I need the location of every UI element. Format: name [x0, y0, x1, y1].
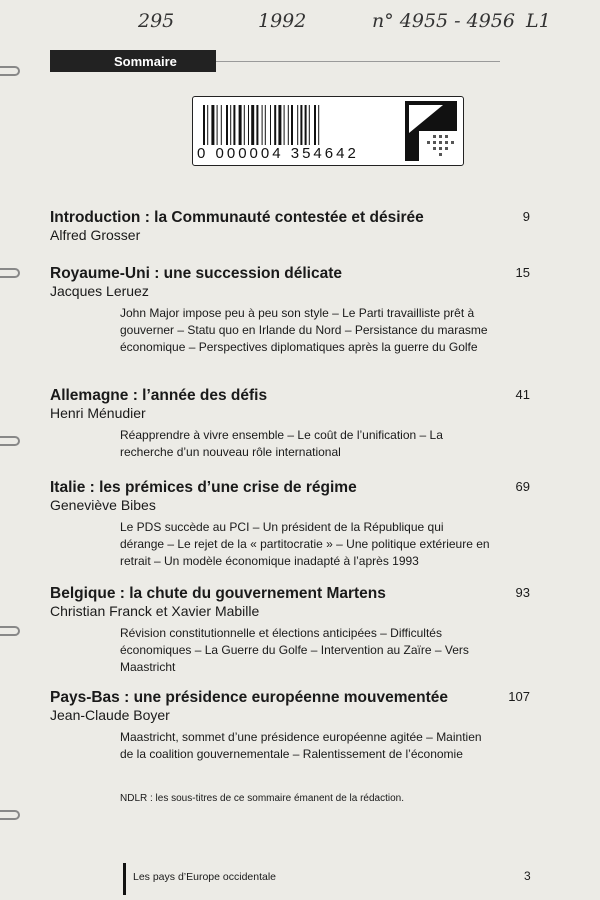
- barcode-bar: [226, 105, 228, 145]
- barcode-bar: [251, 105, 254, 145]
- barcode-bar: [314, 105, 316, 145]
- footer-rule: [123, 863, 126, 895]
- entry-author: Christian Franck et Xavier Mabille: [50, 603, 260, 619]
- binder-ring: [0, 436, 20, 446]
- handwritten-note: 295: [138, 10, 175, 32]
- entry-page-number: 93: [515, 585, 530, 600]
- barcode-bar: [278, 105, 281, 145]
- barcode-bar: [305, 105, 307, 145]
- entry-author: Jean-Claude Boyer: [50, 707, 170, 723]
- binder-ring: [0, 268, 20, 278]
- entry-description: Réapprendre à vivre ensemble – Le coût de l’unification – La recherche d’un nouveau rôle international: [120, 428, 443, 459]
- barcode-bar: [297, 105, 298, 145]
- entry-author: Alfred Grosser: [50, 227, 141, 243]
- barcode-bar: [239, 105, 242, 145]
- entry-author: Jacques Leruez: [50, 283, 149, 299]
- toc-entry: [50, 584, 530, 676]
- publisher-logo-icon: [405, 101, 457, 161]
- entry-description: John Major impose peu à peu son style – Le Parti travailliste prêt à gouverner – Statu quo en Irlande du Nord – Persistance du marasme économique – Perspectives diplomatiques après la guerre du Golfe: [120, 306, 488, 354]
- binder-ring: [0, 810, 20, 820]
- barcode-bar: [270, 105, 271, 145]
- toc-entry: [50, 478, 530, 570]
- barcode-bar: [291, 105, 293, 145]
- toc-entry: [50, 688, 530, 763]
- entry-page-number: 15: [515, 265, 530, 280]
- entry-title: Belgique : la chute du gouvernement Martens: [50, 585, 386, 602]
- entry-author: Henri Ménudier: [50, 405, 146, 421]
- entry-description: Le PDS succède au PCI – Un président de la République qui dérange – Le rejet de la « partitocratie » – Une politique extérieure en retrait – Un modèle économique inadapté à l’après 1993: [120, 520, 490, 568]
- barcode-bar: [207, 105, 208, 145]
- barcode-bar: [203, 105, 205, 145]
- entry-page-number: 107: [508, 689, 530, 704]
- barcode-bar: [233, 105, 235, 145]
- toc-entry: [50, 386, 530, 461]
- entry-title: Allemagne : l’année des défis: [50, 387, 268, 404]
- barcode-bar: [230, 105, 231, 145]
- barcode-label: [192, 96, 464, 166]
- barcode-bar: [262, 105, 263, 145]
- barcode-bar: [217, 105, 218, 145]
- entry-page-number: 69: [515, 479, 530, 494]
- entry-title: Royaume-Uni : une succession délicate: [50, 265, 343, 282]
- barcode-bar: [211, 105, 214, 145]
- handwritten-note: 1992: [258, 10, 307, 32]
- barcode-bar: [284, 105, 285, 145]
- entry-title: Italie : les prémices d’une crise de régime: [50, 479, 357, 496]
- section-title: Sommaire: [114, 53, 177, 69]
- entry-title: Pays-Bas : une présidence européenne mouvementée: [50, 689, 448, 706]
- barcode-bar: [244, 105, 245, 145]
- entry-description: Maastricht, sommet d’une présidence européenne agitée – Maintien de la coalition gouvernementale – Ralentissement de l’économie: [120, 730, 482, 761]
- toc-entry: [50, 264, 530, 356]
- handwritten-note: n° 4955 - 4956: [372, 10, 515, 32]
- toc-entry: [50, 208, 530, 244]
- binder-rings: [0, 0, 28, 900]
- entry-page-number: 41: [515, 387, 530, 402]
- barcode-bars: [203, 105, 393, 145]
- barcode-number: 0 000004 354642: [197, 145, 359, 162]
- barcode-bar: [300, 105, 302, 145]
- entry-title: Introduction : la Communauté contestée et désirée: [50, 209, 424, 226]
- barcode-bar: [248, 105, 249, 145]
- editorial-note: NDLR : les sous-titres de ce sommaire émanent de la rédaction.: [120, 793, 405, 804]
- entry-author: Geneviève Bibes: [50, 497, 156, 513]
- entry-page-number: 9: [522, 209, 530, 224]
- barcode-bar: [318, 105, 319, 145]
- entry-description: Révision constitutionnelle et élections anticipées – Difficultés économiques – La Guerre du Golfe – Intervention au Zaïre – Vers Maastricht: [120, 626, 469, 674]
- barcode-bar: [256, 105, 258, 145]
- barcode-bar: [221, 105, 222, 145]
- barcode-bar: [274, 105, 276, 145]
- header-rule: [216, 61, 500, 62]
- handwritten-note: L1: [526, 10, 551, 32]
- footer-page-number: 3: [524, 869, 531, 883]
- barcode-bar: [288, 105, 289, 145]
- barcode-bar: [265, 105, 266, 145]
- barcode-bar: [309, 105, 310, 145]
- binder-ring: [0, 66, 20, 76]
- footer-title: Les pays d’Europe occidentale: [133, 871, 277, 883]
- section-header: [50, 50, 216, 72]
- binder-ring: [0, 626, 20, 636]
